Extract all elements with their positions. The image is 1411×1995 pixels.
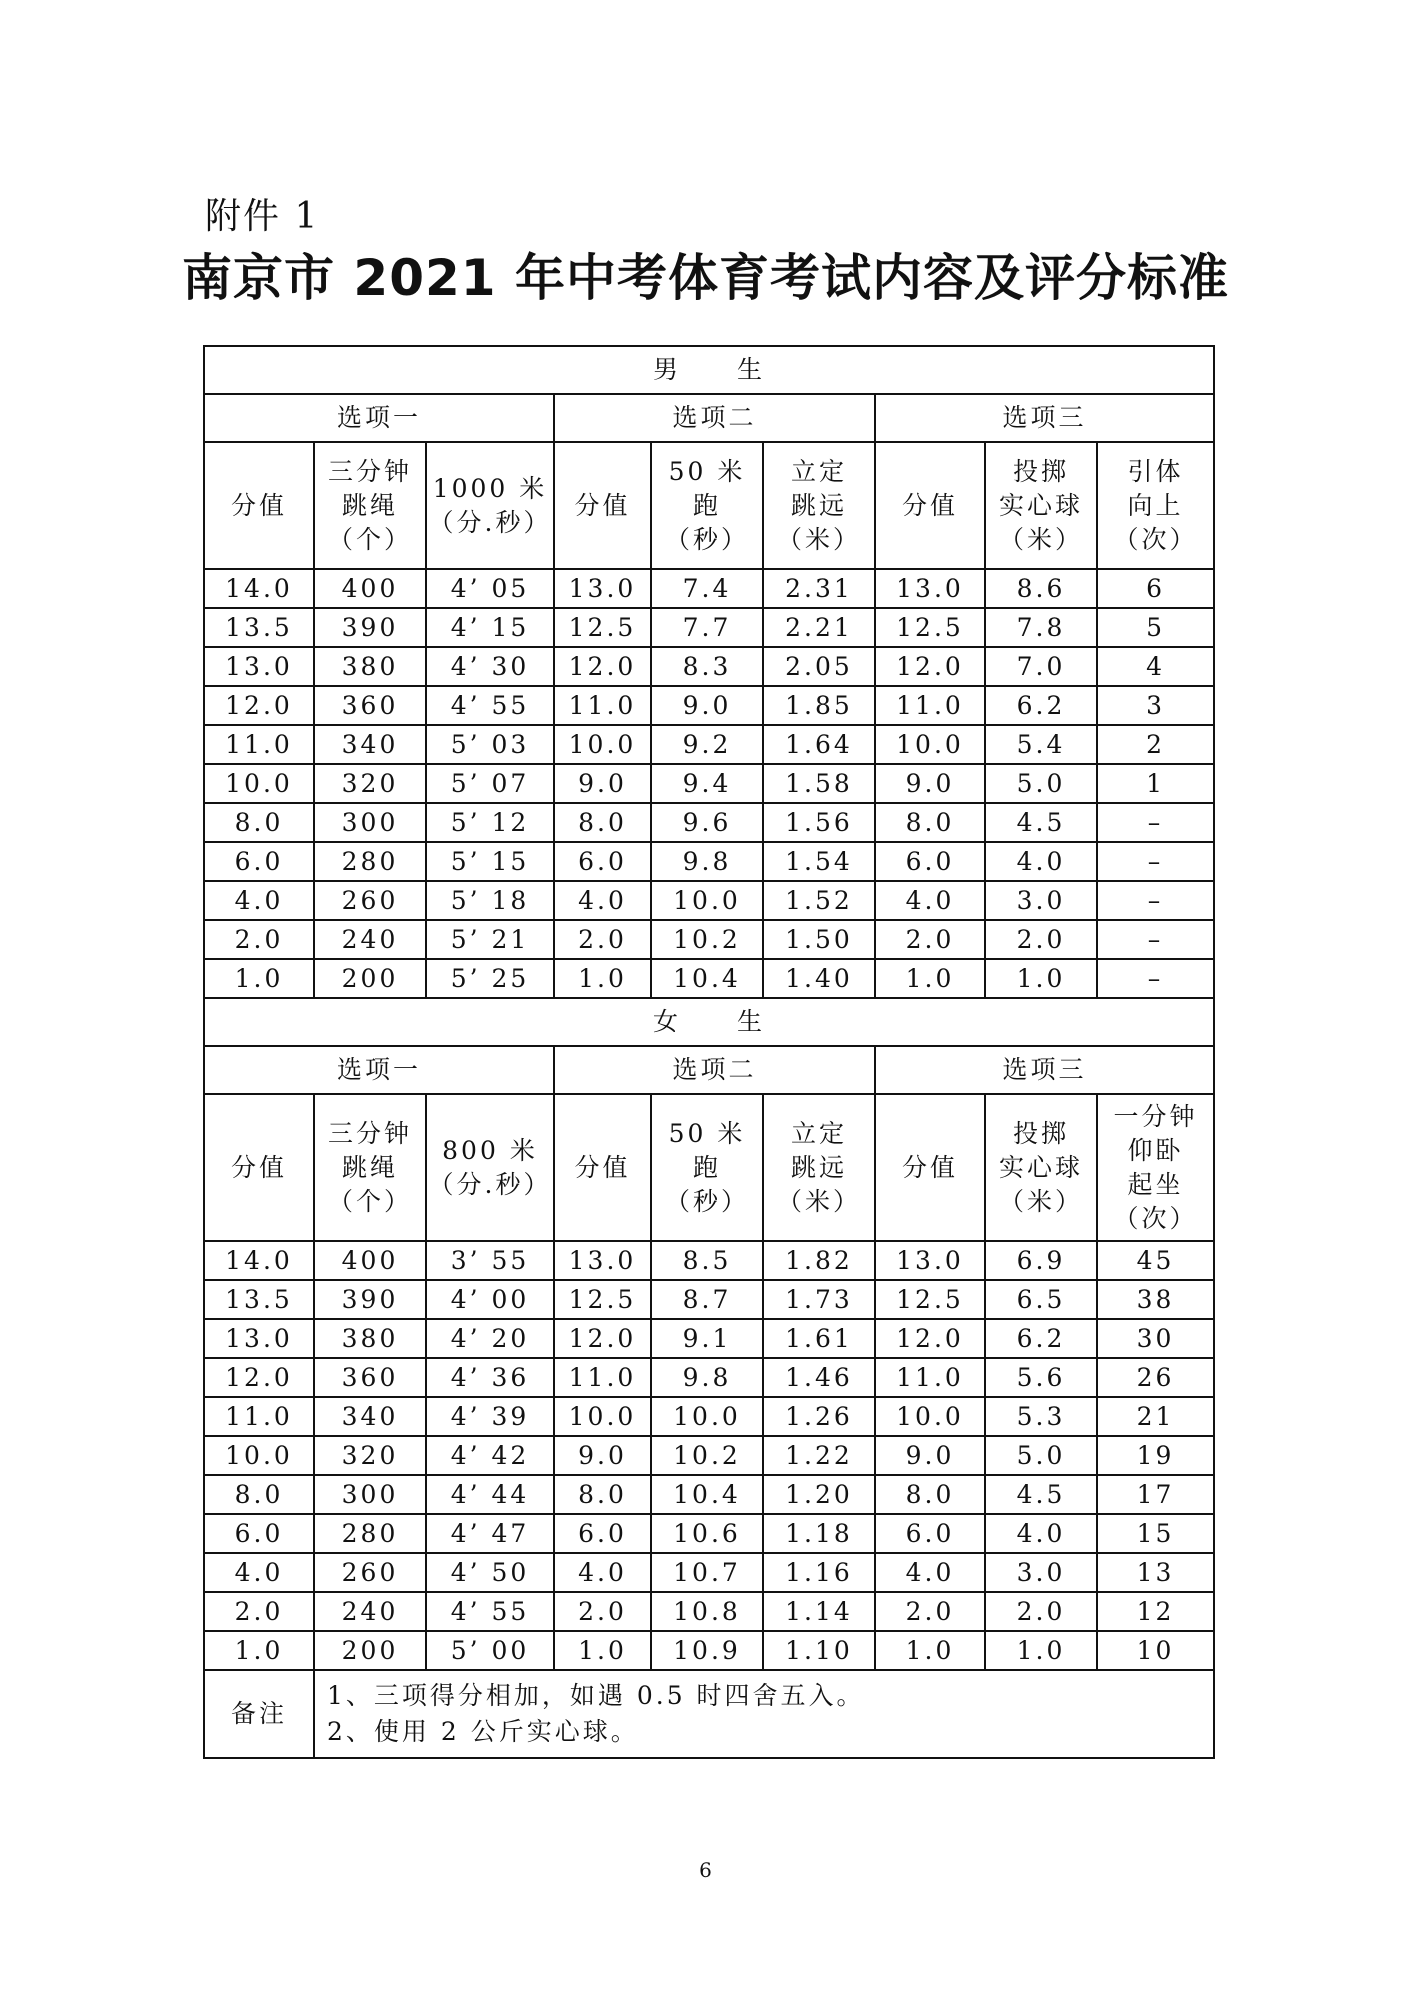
notes-text [314, 1670, 1214, 1758]
table-cell: 4.0 [875, 881, 985, 920]
table-cell: 9.0 [651, 686, 763, 725]
table-cell: 5’ 03 [426, 725, 554, 764]
table-cell: 1.0 [204, 959, 314, 998]
table-cell: 5 [1097, 608, 1214, 647]
male-group-1: 选项一 [204, 394, 554, 442]
column-header: 分值 [554, 1094, 651, 1241]
column-header: 引体 向上 （次） [1097, 442, 1214, 569]
table-cell: 1.82 [763, 1241, 875, 1280]
table-cell: 2.0 [875, 920, 985, 959]
table-cell: 10.0 [875, 725, 985, 764]
table-cell: 11.0 [875, 1358, 985, 1397]
male-group-3: 选项三 [875, 394, 1214, 442]
table-cell: 10.0 [875, 1397, 985, 1436]
column-header: 800 米 （分.秒） [426, 1094, 554, 1241]
female-group-1: 选项一 [204, 1046, 554, 1094]
table-cell: 1.22 [763, 1436, 875, 1475]
column-header: 投掷 实心球 （米） [985, 442, 1097, 569]
table-cell: 390 [314, 608, 426, 647]
table-cell: 9.1 [651, 1319, 763, 1358]
table-cell: 8.3 [651, 647, 763, 686]
table-cell: 1.26 [763, 1397, 875, 1436]
table-cell: – [1097, 881, 1214, 920]
table-cell: 2.0 [204, 1592, 314, 1631]
table-cell: 7.0 [985, 647, 1097, 686]
table-row [204, 569, 1214, 608]
table-cell: 320 [314, 764, 426, 803]
table-cell: 10.0 [651, 1397, 763, 1436]
table-cell: 6.0 [204, 1514, 314, 1553]
table-cell: 9.0 [554, 764, 651, 803]
table-cell: 4’ 30 [426, 647, 554, 686]
table-row [204, 842, 1214, 881]
female-group-3: 选项三 [875, 1046, 1214, 1094]
table-row [204, 1241, 1214, 1280]
column-header: 投掷 实心球 （米） [985, 1094, 1097, 1241]
table-cell: 1.0 [875, 1631, 985, 1670]
table-cell: 4 [1097, 647, 1214, 686]
table-cell: 1.0 [985, 1631, 1097, 1670]
table-cell: 1.54 [763, 842, 875, 881]
table-row [204, 1358, 1214, 1397]
table-cell: 340 [314, 1397, 426, 1436]
table-row [204, 1592, 1214, 1631]
table-cell: 8.6 [985, 569, 1097, 608]
table-cell: 5.3 [985, 1397, 1097, 1436]
table-cell: 4’ 55 [426, 686, 554, 725]
table-cell: 5.4 [985, 725, 1097, 764]
table-cell: 4.5 [985, 1475, 1097, 1514]
table-cell: 8.7 [651, 1280, 763, 1319]
table-cell: 5’ 12 [426, 803, 554, 842]
table-cell: 38 [1097, 1280, 1214, 1319]
male-section-title: 男 生 [204, 346, 1214, 394]
table-cell: 5.0 [985, 764, 1097, 803]
table-cell: 1.0 [554, 959, 651, 998]
table-cell: 320 [314, 1436, 426, 1475]
table-cell: 2.0 [875, 1592, 985, 1631]
table-cell: 200 [314, 959, 426, 998]
column-header: 分值 [875, 442, 985, 569]
table-cell: 300 [314, 1475, 426, 1514]
table-cell: 9.6 [651, 803, 763, 842]
column-header: 50 米 跑 （秒） [651, 442, 763, 569]
table-cell: 10.4 [651, 1475, 763, 1514]
table-cell: 10.0 [204, 1436, 314, 1475]
table-cell: 2.0 [985, 920, 1097, 959]
table-cell: 380 [314, 1319, 426, 1358]
column-header: 50 米 跑 （秒） [651, 1094, 763, 1241]
table-cell: 390 [314, 1280, 426, 1319]
table-cell: 10.6 [651, 1514, 763, 1553]
male-header-row [204, 442, 1214, 569]
table-cell: 5’ 00 [426, 1631, 554, 1670]
column-header: 立定 跳远 （米） [763, 442, 875, 569]
document-title: 南京市 2021 年中考体育考试内容及评分标准 [182, 249, 1229, 307]
table-cell: 13 [1097, 1553, 1214, 1592]
page-number: 6 [699, 1858, 712, 1882]
table-cell: 6.0 [204, 842, 314, 881]
table-cell: 13.0 [875, 1241, 985, 1280]
table-cell: 4’ 50 [426, 1553, 554, 1592]
table-cell: 8.0 [875, 803, 985, 842]
table-row [204, 1280, 1214, 1319]
column-header: 1000 米 （分.秒） [426, 442, 554, 569]
table-cell: – [1097, 959, 1214, 998]
table-cell: 10.0 [204, 764, 314, 803]
table-cell: 9.2 [651, 725, 763, 764]
note-line-1: 1、三项得分相加，如遇 0.5 时四舍五入。 [327, 1681, 865, 1710]
table-cell: 1.20 [763, 1475, 875, 1514]
table-cell: 3.0 [985, 1553, 1097, 1592]
table-cell: 200 [314, 1631, 426, 1670]
table-cell: 4’ 55 [426, 1592, 554, 1631]
table-cell: 6.9 [985, 1241, 1097, 1280]
table-cell: 13.0 [554, 1241, 651, 1280]
table-cell: 280 [314, 1514, 426, 1553]
table-cell: 4’ 00 [426, 1280, 554, 1319]
table-cell: 9.4 [651, 764, 763, 803]
table-cell: 1.0 [204, 1631, 314, 1670]
table-cell: 12.5 [875, 1280, 985, 1319]
table-cell: 10.2 [651, 1436, 763, 1475]
table-cell: 6.0 [554, 1514, 651, 1553]
table-cell: 5’ 25 [426, 959, 554, 998]
table-cell: 4’ 36 [426, 1358, 554, 1397]
table-cell: 1.18 [763, 1514, 875, 1553]
table-row [204, 647, 1214, 686]
table-cell: 14.0 [204, 569, 314, 608]
table-cell: 5’ 18 [426, 881, 554, 920]
table-cell: 11.0 [554, 1358, 651, 1397]
table-cell: 10.0 [554, 725, 651, 764]
table-cell: 360 [314, 1358, 426, 1397]
table-cell: 6.0 [875, 842, 985, 881]
column-header: 一分钟 仰卧 起坐 （次） [1097, 1094, 1214, 1241]
table-cell: – [1097, 842, 1214, 881]
table-cell: 280 [314, 842, 426, 881]
table-cell: 4’ 20 [426, 1319, 554, 1358]
column-header: 三分钟 跳绳 （个） [314, 442, 426, 569]
table-cell: 400 [314, 1241, 426, 1280]
table-cell: 4’ 42 [426, 1436, 554, 1475]
table-cell: 8.5 [651, 1241, 763, 1280]
table-cell: 8.0 [204, 803, 314, 842]
table-row [204, 1553, 1214, 1592]
male-section [204, 346, 1214, 998]
table-cell: 1.0 [985, 959, 1097, 998]
table-cell: 2.0 [204, 920, 314, 959]
table-cell: 13.0 [554, 569, 651, 608]
table-cell: 13.0 [875, 569, 985, 608]
table-cell: 1.64 [763, 725, 875, 764]
table-cell: 12.5 [875, 608, 985, 647]
table-row [204, 881, 1214, 920]
table-cell: 340 [314, 725, 426, 764]
table-cell: 1.0 [875, 959, 985, 998]
table-cell: 15 [1097, 1514, 1214, 1553]
table-cell: 11.0 [875, 686, 985, 725]
table-cell: 380 [314, 647, 426, 686]
table-cell: 300 [314, 803, 426, 842]
scoring-table [203, 345, 1215, 1759]
table-cell: 10.2 [651, 920, 763, 959]
table-row [204, 1475, 1214, 1514]
table-cell: 4’ 05 [426, 569, 554, 608]
table-cell: 4.0 [554, 1553, 651, 1592]
table-cell: 10.0 [651, 881, 763, 920]
table-cell: 6.0 [554, 842, 651, 881]
table-cell: 10.8 [651, 1592, 763, 1631]
table-cell: 13.5 [204, 1280, 314, 1319]
table-cell: 1.52 [763, 881, 875, 920]
table-cell: 7.7 [651, 608, 763, 647]
table-cell: – [1097, 803, 1214, 842]
table-row [204, 1514, 1214, 1553]
table-cell: 12.0 [554, 1319, 651, 1358]
table-cell: 3’ 55 [426, 1241, 554, 1280]
table-cell: 12.0 [204, 1358, 314, 1397]
table-cell: 21 [1097, 1397, 1214, 1436]
column-header: 立定 跳远 （米） [763, 1094, 875, 1241]
column-header: 分值 [204, 1094, 314, 1241]
table-cell: 13.0 [204, 1319, 314, 1358]
column-header: 三分钟 跳绳 （个） [314, 1094, 426, 1241]
table-cell: 45 [1097, 1241, 1214, 1280]
column-header: 分值 [875, 1094, 985, 1241]
table-cell: 6 [1097, 569, 1214, 608]
table-cell: 4’ 44 [426, 1475, 554, 1514]
table-cell: 5’ 15 [426, 842, 554, 881]
table-cell: 8.0 [875, 1475, 985, 1514]
table-cell: 4.0 [985, 842, 1097, 881]
table-cell: 10.0 [554, 1397, 651, 1436]
note-line-2: 2、使用 2 公斤实心球。 [327, 1717, 639, 1746]
table-cell: 13.5 [204, 608, 314, 647]
table-cell: 4.0 [554, 881, 651, 920]
table-row [204, 608, 1214, 647]
table-cell: 8.0 [554, 803, 651, 842]
table-row [204, 803, 1214, 842]
table-cell: 9.0 [875, 1436, 985, 1475]
table-cell: 1.56 [763, 803, 875, 842]
table-cell: 12.5 [554, 608, 651, 647]
table-cell: 400 [314, 569, 426, 608]
table-cell: 7.4 [651, 569, 763, 608]
table-cell: 5.6 [985, 1358, 1097, 1397]
table-cell: 12.0 [875, 1319, 985, 1358]
table-cell: 8.0 [204, 1475, 314, 1514]
table-cell: 6.2 [985, 1319, 1097, 1358]
table-cell: 240 [314, 920, 426, 959]
female-header-row [204, 1094, 1214, 1241]
column-header: 分值 [554, 442, 651, 569]
table-cell: 4.0 [985, 1514, 1097, 1553]
table-cell: 9.0 [875, 764, 985, 803]
table-cell: 2.0 [554, 1592, 651, 1631]
table-cell: 3.0 [985, 881, 1097, 920]
table-cell: 2.31 [763, 569, 875, 608]
table-cell: 17 [1097, 1475, 1214, 1514]
table-cell: 8.0 [554, 1475, 651, 1514]
table-cell: 13.0 [204, 647, 314, 686]
table-cell: 1.40 [763, 959, 875, 998]
table-cell: 2.0 [554, 920, 651, 959]
table-cell: 1 [1097, 764, 1214, 803]
female-section [204, 998, 1214, 1670]
table-cell: 1.73 [763, 1280, 875, 1319]
table-cell: 9.8 [651, 842, 763, 881]
table-cell: 12.5 [554, 1280, 651, 1319]
table-cell: 4.5 [985, 803, 1097, 842]
table-cell: 26 [1097, 1358, 1214, 1397]
table-row [204, 959, 1214, 998]
table-cell: 12.0 [875, 647, 985, 686]
table-cell: 2.0 [985, 1592, 1097, 1631]
table-cell: 9.8 [651, 1358, 763, 1397]
table-cell: 4’ 15 [426, 608, 554, 647]
table-cell: 3 [1097, 686, 1214, 725]
table-cell: 240 [314, 1592, 426, 1631]
table-row [204, 1397, 1214, 1436]
female-group-2: 选项二 [554, 1046, 875, 1094]
table-cell: 4.0 [204, 1553, 314, 1592]
table-row [204, 764, 1214, 803]
table-cell: 1.10 [763, 1631, 875, 1670]
table-cell: 6.2 [985, 686, 1097, 725]
table-cell: 9.0 [554, 1436, 651, 1475]
column-header: 分值 [204, 442, 314, 569]
table-row [204, 725, 1214, 764]
table-cell: 11.0 [554, 686, 651, 725]
table-cell: 260 [314, 881, 426, 920]
table-cell: 5.0 [985, 1436, 1097, 1475]
table-cell: 19 [1097, 1436, 1214, 1475]
table-cell: 4.0 [204, 881, 314, 920]
table-row [204, 920, 1214, 959]
table-cell: 11.0 [204, 725, 314, 764]
table-cell: 10.4 [651, 959, 763, 998]
table-cell: 14.0 [204, 1241, 314, 1280]
table-cell: 10.7 [651, 1553, 763, 1592]
table-cell: 10 [1097, 1631, 1214, 1670]
table-row [204, 1319, 1214, 1358]
table-cell: 1.14 [763, 1592, 875, 1631]
table-cell: – [1097, 920, 1214, 959]
table-cell: 4’ 39 [426, 1397, 554, 1436]
table-cell: 5’ 21 [426, 920, 554, 959]
table-cell: 2.05 [763, 647, 875, 686]
table-cell: 11.0 [204, 1397, 314, 1436]
table-cell: 1.50 [763, 920, 875, 959]
table-row [204, 1436, 1214, 1475]
table-cell: 10.9 [651, 1631, 763, 1670]
table-row [204, 1631, 1214, 1670]
table-cell: 12.0 [554, 647, 651, 686]
table-cell: 260 [314, 1553, 426, 1592]
table-row [204, 686, 1214, 725]
table-cell: 4’ 47 [426, 1514, 554, 1553]
table-cell: 5’ 07 [426, 764, 554, 803]
table-cell: 12.0 [204, 686, 314, 725]
table-cell: 1.85 [763, 686, 875, 725]
table-cell: 12 [1097, 1592, 1214, 1631]
table-cell: 2 [1097, 725, 1214, 764]
table-cell: 1.46 [763, 1358, 875, 1397]
attachment-label: 附件 1 [205, 196, 320, 237]
table-cell: 6.0 [875, 1514, 985, 1553]
table-cell: 1.61 [763, 1319, 875, 1358]
table-cell: 2.21 [763, 608, 875, 647]
male-group-2: 选项二 [554, 394, 875, 442]
table-cell: 7.8 [985, 608, 1097, 647]
female-section-title: 女 生 [204, 998, 1214, 1046]
table-cell: 30 [1097, 1319, 1214, 1358]
notes-section [204, 1670, 1214, 1758]
table-cell: 1.16 [763, 1553, 875, 1592]
table-cell: 6.5 [985, 1280, 1097, 1319]
table-cell: 1.58 [763, 764, 875, 803]
table-cell: 4.0 [875, 1553, 985, 1592]
table-cell: 360 [314, 686, 426, 725]
table-cell: 1.0 [554, 1631, 651, 1670]
notes-label: 备注 [204, 1670, 314, 1758]
